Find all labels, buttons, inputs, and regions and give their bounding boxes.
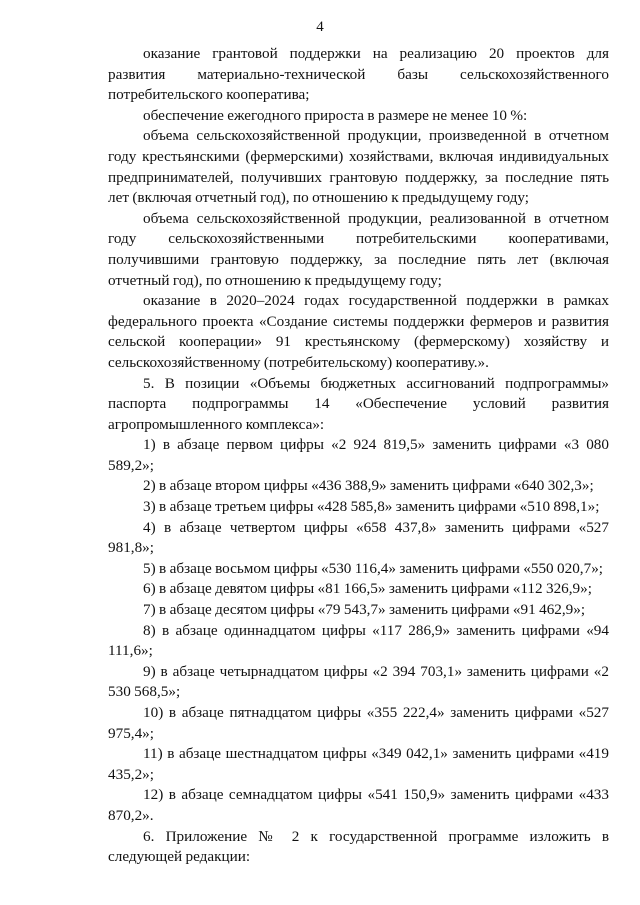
- list-item-4: 4) в абзаце четвертом цифры «658 437,8» заменить цифрами «527 981,8»;: [108, 518, 609, 557]
- paragraph-grant-projects: оказание грантовой поддержки на реализацию 20 проектов для развития материально-технической базы сельскохозяйственного потребительского кооператива;: [108, 45, 609, 104]
- list-item-11: 11) в абзаце шестнадцатом цифры «349 042,1» заменить цифрами «419 435,2»;: [108, 745, 609, 783]
- paragraph-farm-production: объема сельскохозяйственной продукции, произведенной в отчетном году крестьянскими (фермерскими) хозяйствами, включая индивидуальных предпринимателей, получивших грантовую поддержку, за последние пять лет (включая отчетный год), по отношению к предыдущему году;: [108, 127, 609, 207]
- document-body: [108, 44, 609, 868]
- list-item-9: 9) в абзаце четырнадцатом цифры «2 394 703,1» заменить цифрами «2 530 568,5»;: [108, 662, 609, 701]
- paragraph-section-5: 5. В позиции «Объемы бюджетных ассигнований подпрограммы» паспорта подпрограммы 14 «Обеспечение условий развития агропромышленного комплекса»:: [108, 374, 609, 433]
- list-item-10: 10) в абзаце пятнадцатом цифры «355 222,4» заменить цифрами «527 975,4»;: [108, 704, 609, 742]
- paragraph-cooperative-production: объема сельскохозяйственной продукции, реализованной в отчетном году сельскохозяйственными потребительскими кооперативами, получившими грантовую поддержку, за последние пять лет (включая отчетный год), по отношению к предыдущему году;: [108, 209, 609, 289]
- list-item-3: 3) в абзаце третьем цифры «428 585,8» заменить цифрами «510 898,1»;: [143, 498, 600, 516]
- list-item-8: 8) в абзаце одиннадцатом цифры «117 286,9» заменить цифрами «94 111,6»;: [108, 621, 609, 660]
- page-number: 4: [316, 19, 324, 35]
- list-item-1: 1) в абзаце первом цифры «2 924 819,5» заменить цифрами «3 080 589,2»;: [108, 436, 609, 474]
- list-item-5: 5) в абзаце восьмом цифры «530 116,4» заменить цифрами «550 020,7»;: [143, 559, 604, 577]
- list-item-7: 7) в абзаце десятом цифры «79 543,7» заменить цифрами «91 462,9»;: [143, 601, 586, 619]
- paragraph-federal-support: оказание в 2020–2024 годах государственной поддержки в рамках федерального проекта «Создание системы поддержки фермеров и развития сельской кооперации» 91 крестьянскому (фермерскому) хозяйству и сельскохозяйственному (потребительскому) кооперативу.».: [108, 292, 609, 371]
- list-item-2: 2) в абзаце втором цифры «436 388,9» заменить цифрами «640 302,3»;: [143, 477, 594, 495]
- list-item-12: 12) в абзаце семнадцатом цифры «541 150,9» заменить цифрами «433 870,2».: [108, 786, 609, 824]
- paragraph-annual-growth: обеспечение ежегодного прироста в размере не менее 10 %:: [143, 106, 528, 124]
- paragraph-section-6: 6. Приложение № 2 к государственной программе изложить в следующей редакции:: [108, 827, 609, 866]
- list-item-6: 6) в абзаце девятом цифры «81 166,5» заменить цифрами «112 326,9»;: [143, 580, 592, 598]
